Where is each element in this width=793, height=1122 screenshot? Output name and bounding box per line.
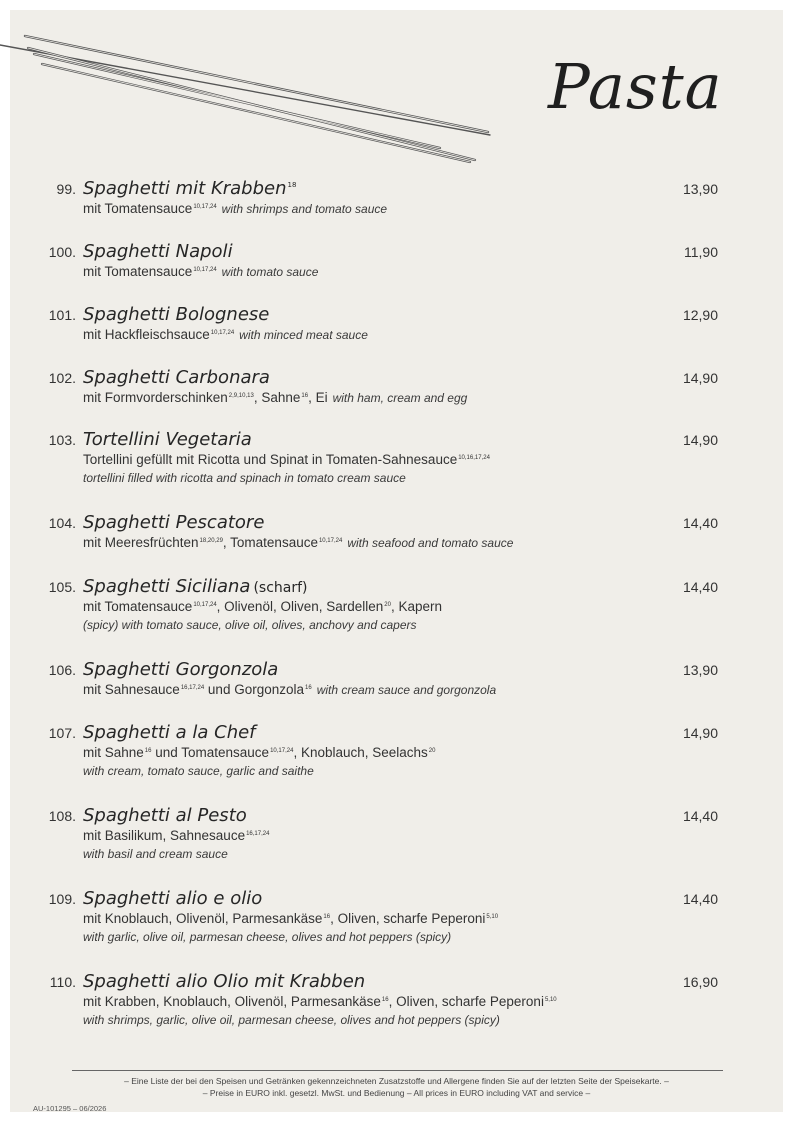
item-name: [83, 304, 269, 325]
item-price: 14,90: [682, 370, 718, 386]
description-text: mit Hackfleischsauce: [83, 327, 210, 342]
item-number: 106.: [48, 662, 76, 678]
item-name-text: Spaghetti mit Krabben: [83, 178, 287, 199]
item-description-english: [83, 471, 406, 485]
english-description: with cream, tomato sauce, garlic and saithe: [83, 764, 314, 778]
description-text: , Oliven, scharfe Peperoni: [388, 994, 544, 1009]
description-text: mit Formvorderschinken: [83, 390, 228, 405]
item-name: [83, 971, 365, 992]
item-name-text: Spaghetti alio Olio mit Krabben: [83, 971, 366, 992]
item-number: 102.: [48, 370, 76, 386]
allergen-codes: 16: [144, 747, 152, 754]
allergen-codes: 2,9,10,13: [228, 392, 254, 399]
page-title: Pasta: [548, 50, 723, 123]
item-name: [83, 659, 278, 680]
english-description: with shrimps and tomato sauce: [221, 202, 388, 216]
description-text: , Tomatensauce: [222, 535, 318, 550]
description-text: mit Sahnesauce: [83, 682, 180, 697]
item-description: [83, 911, 498, 926]
item-price: 13,90: [682, 181, 718, 197]
allergen-codes: 18: [287, 181, 297, 189]
allergen-codes: 10,17,24: [193, 266, 217, 273]
item-description: [83, 452, 490, 467]
allergen-codes: 16: [301, 392, 309, 399]
item-name: [83, 888, 262, 909]
item-price: 16,90: [682, 974, 718, 990]
item-number: 107.: [48, 725, 76, 741]
item-name: [83, 367, 270, 388]
allergen-codes: 10,17,24: [318, 537, 343, 544]
item-name-text: Spaghetti Siciliana: [83, 576, 251, 597]
description-text: , Kapern: [390, 599, 442, 614]
description-text: mit Knoblauch, Olivenöl, Parmesankäse: [83, 911, 323, 926]
item-description: [83, 599, 442, 614]
item-name-text: Spaghetti Bolognese: [83, 304, 270, 325]
item-price: 13,90: [682, 662, 718, 678]
allergen-codes: 5,10: [544, 996, 557, 1003]
allergen-codes: 20: [428, 747, 436, 754]
english-description: with ham, cream and egg: [332, 391, 468, 405]
item-description-english: [83, 930, 451, 944]
item-description: [83, 264, 318, 279]
item-price: 14,40: [682, 515, 718, 531]
description-text: mit Sahne: [83, 745, 144, 760]
item-number: 99.: [56, 181, 76, 197]
description-text: mit Basilikum, Sahnesauce: [83, 828, 246, 843]
item-price: 11,90: [684, 244, 718, 260]
allergen-codes: 16,17,24: [246, 830, 270, 837]
description-text: und Gorgonzola: [204, 682, 304, 697]
english-description: with tomato sauce: [221, 265, 319, 279]
description-text: , Knoblauch, Seelachs: [293, 745, 428, 760]
allergen-codes: 10,17,24: [270, 747, 294, 754]
allergen-codes: 16,17,24: [180, 684, 205, 691]
description-text: , Olivenöl, Oliven, Sardellen: [216, 599, 384, 614]
english-description: tortellini filled with ricotta and spinach in tomato cream sauce: [83, 471, 406, 485]
item-description: [83, 828, 269, 843]
english-description: with minced meat sauce: [239, 328, 368, 342]
item-number: 109.: [48, 891, 76, 907]
description-text: mit Krabben, Knoblauch, Olivenöl, Parmesankäse: [83, 994, 381, 1009]
allergen-codes: 16: [323, 913, 331, 920]
item-number: 110.: [49, 974, 76, 990]
item-number: 100.: [48, 244, 76, 260]
description-text: mit Meeresfrüchten: [83, 535, 199, 550]
item-description: [83, 535, 513, 550]
item-number: 101.: [48, 307, 76, 323]
item-description: [83, 327, 368, 342]
description-text: mit Tomatensauce: [83, 599, 193, 614]
description-text: , Sahne: [253, 390, 301, 405]
item-name-text: Spaghetti a la Chef: [83, 722, 256, 743]
english-description: with cream sauce and gorgonzola: [316, 683, 497, 697]
item-number: 108.: [48, 808, 76, 824]
item-price: 14,40: [682, 891, 718, 907]
item-name-text: Spaghetti Carbonara: [83, 367, 270, 388]
description-text: mit Tomatensauce: [83, 201, 193, 216]
allergen-codes: 5,10: [486, 913, 499, 920]
item-name-text: Spaghetti al Pesto: [83, 805, 247, 826]
description-text: mit Tomatensauce: [83, 264, 193, 279]
allergen-codes: 16: [381, 996, 389, 1003]
item-number: 105.: [48, 579, 76, 595]
footer-divider: [72, 1070, 723, 1071]
allergen-note: – Eine Liste der bei den Speisen und Getränken gekennzeichneten Zusatzstoffe und Allergene finden Sie auf der letzten Seite der Speisekarte. –: [124, 1076, 669, 1086]
allergen-codes: 18,20,29: [199, 537, 223, 544]
item-name-text: Spaghetti alio e olio: [83, 888, 263, 909]
description-text: , Oliven, scharfe Peperoni: [330, 911, 486, 926]
item-description-english: [83, 618, 417, 632]
item-price: 12,90: [682, 307, 718, 323]
item-name-text: Tortellini Vegetaria: [83, 429, 252, 450]
allergen-codes: 10,17,24: [210, 329, 235, 336]
english-description: with garlic, olive oil, parmesan cheese, olives and hot peppers (spicy): [83, 930, 452, 944]
item-name: [83, 241, 233, 262]
item-name: [83, 178, 296, 199]
description-text: und Tomatensauce: [151, 745, 270, 760]
price-note: – Preise in EURO inkl. gesetzl. MwSt. und Bedienung – All prices in EURO including VAT and service –: [202, 1088, 591, 1098]
item-description: [83, 201, 387, 216]
item-description-english: [83, 1013, 500, 1027]
item-name-text: Spaghetti Pescatore: [83, 512, 265, 533]
item-price: 14,40: [682, 579, 718, 595]
allergen-codes: 16: [305, 684, 312, 691]
item-name: [83, 722, 256, 743]
item-description: [83, 745, 435, 760]
item-price: 14,40: [682, 808, 718, 824]
english-description: with seafood and tomato sauce: [347, 536, 514, 550]
item-number: 104.: [48, 515, 76, 531]
english-description: (spicy) with tomato sauce, olive oil, olives, anchovy and capers: [83, 618, 417, 632]
english-description: with shrimps, garlic, olive oil, parmesan cheese, olives and hot peppers (spicy): [83, 1013, 500, 1027]
item-number: 103.: [48, 432, 76, 448]
item-price: 14,90: [682, 432, 718, 448]
description-text: , Ei: [308, 390, 328, 405]
item-name-text: Spaghetti Napoli: [83, 241, 233, 262]
item-description: [83, 994, 557, 1009]
item-name: [83, 429, 252, 450]
allergen-codes: 10,17,24: [193, 203, 217, 210]
description-text: Tortellini gefüllt mit Ricotta und Spinat in Tomaten-Sahnesauce: [83, 452, 458, 467]
item-name: [83, 512, 264, 533]
allergen-codes: 20: [384, 601, 391, 608]
item-name: [83, 576, 308, 597]
document-code: AU-101295 – 06/2026: [33, 1104, 107, 1113]
item-description: [83, 390, 467, 405]
item-price: 14,90: [682, 725, 718, 741]
item-name-text: Spaghetti Gorgonzola: [83, 659, 279, 680]
allergen-codes: 10,17,24: [193, 601, 217, 608]
english-description: with basil and cream sauce: [83, 847, 228, 861]
item-description: [83, 682, 496, 697]
item-description-english: [83, 847, 228, 861]
item-name: [83, 805, 247, 826]
item-description-english: [83, 764, 314, 778]
allergen-codes: 10,16,17,24: [458, 454, 490, 461]
item-name-note: (scharf): [253, 580, 308, 596]
